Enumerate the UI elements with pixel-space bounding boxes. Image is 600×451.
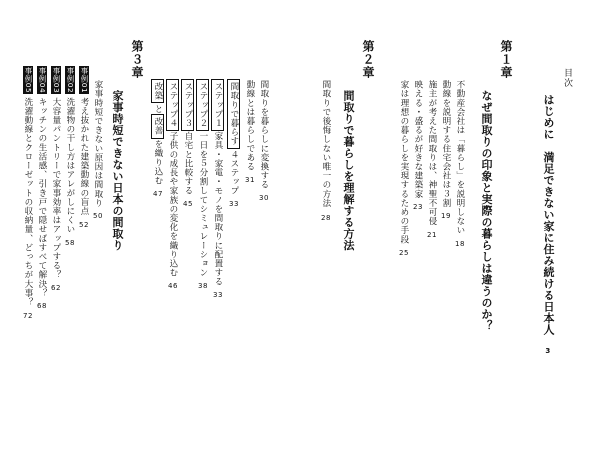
page-number: 58 (65, 238, 75, 247)
step-box: ステップ２ (196, 79, 209, 131)
four-steps-entry: 間取りで暮らす４ステップ33 (228, 78, 240, 208)
chapter-2-title: 間取りで暮らしを理解する方法 (342, 90, 355, 251)
page-number: 38 (198, 282, 208, 291)
intro-page: 3 (545, 346, 551, 355)
ch1-entry: 施主が考えた間取りは、神聖不可侵21 (426, 80, 437, 239)
ch1-entry: 家は理想の暮らしを実現するための手段25 (398, 80, 409, 257)
chapter-1-label: 第１章 (499, 40, 513, 79)
mid-entry: 間取りを暮らしに変換する30 (258, 80, 269, 203)
step-box: ステップ１ (211, 79, 224, 131)
ch1-entry: 不動産会社は「暮らし」を説明しない18 (454, 80, 465, 248)
boxed-label: 改善 (151, 114, 164, 138)
page-number: 31 (245, 176, 255, 184)
ch3-case-entry: 事例02洗濯物の干し方はアレがしにくい58 (64, 67, 75, 247)
page-number: 19 (441, 212, 451, 221)
chapter-1-title: なぜ間取りの印象と実際の暮らしは違うのか？ (480, 90, 493, 332)
boxed-label: 改築 (151, 79, 164, 103)
page-number: 33 (229, 200, 239, 209)
intro-entry (543, 94, 554, 355)
ch3-entry: 家事時短できない原因は間取り50 (92, 80, 103, 221)
case-badge: 事例03 (51, 67, 61, 94)
page-number: 30 (259, 194, 269, 203)
step-entry: ステップ４子供の成長や家族の変化を織り込む46 (167, 78, 179, 290)
page-number: 25 (399, 248, 409, 257)
ch3-case-entry: 事例05洗濯動線とクローゼットの収納量、どっちが大事？72 (22, 67, 33, 320)
case-badge: 事例02 (65, 67, 75, 94)
page-number: 18 (455, 239, 465, 248)
step-entry: ステップ３自宅と比較する45 (182, 78, 194, 208)
page-number: 62 (51, 284, 61, 293)
ch2-entry: 間取りで後悔しない唯一の方法28 (320, 80, 331, 223)
step-box: ステップ３ (181, 79, 194, 131)
page-number: 50 (93, 212, 103, 221)
caution-entry: 改築と改善を織り込む47 (152, 78, 164, 198)
case-badge: 事例05 (23, 67, 33, 94)
page-number: 68 (37, 302, 47, 311)
ch1-entry: 動線を説明する住宅会社は３割19 (440, 80, 451, 221)
intro-text: はじめに 満足できない家に住み続ける日本人 (542, 94, 555, 336)
case-badge: 事例04 (37, 67, 47, 94)
chapter-3-title: 家事時短できない日本の間取り (111, 90, 124, 251)
page-number: 33 (213, 291, 223, 300)
mid-entry: 動線とは暮らしである31 (244, 80, 255, 184)
page-number: 47 (153, 190, 163, 199)
boxed-label: 間取りで暮らす (227, 79, 240, 149)
toc-title: 目次 (562, 68, 572, 88)
case-badge: 事例01 (79, 67, 89, 94)
page-number: 21 (427, 230, 437, 239)
ch3-case-entry: 事例04キッチンの生活感、引き戸で隠せばすべて解決？68 (36, 67, 47, 311)
step-entry: ステップ１家具・家電・モノを間取りに配置する33 (212, 78, 224, 299)
page-number: 23 (413, 203, 423, 212)
page-number: 52 (79, 220, 89, 229)
page-number: 45 (183, 200, 193, 209)
page-number: 46 (168, 282, 178, 291)
step-entry: ステップ２一日を５分割してシミュレーション38 (197, 78, 209, 290)
step-box: ステップ４ (166, 79, 179, 131)
ch1-entry: 映える・盛るが好きな建築家23 (412, 80, 423, 212)
ch3-case-entry: 事例01考え抜かれた建築動線の盲点52 (78, 67, 89, 229)
page-number: 72 (23, 311, 33, 320)
ch3-case-entry: 事例03大容量パントリーで家事効率はアップする？62 (50, 67, 61, 293)
chapter-3-label: 第３章 (130, 40, 144, 79)
page-number: 28 (321, 214, 331, 223)
chapter-2-label: 第２章 (361, 40, 375, 79)
